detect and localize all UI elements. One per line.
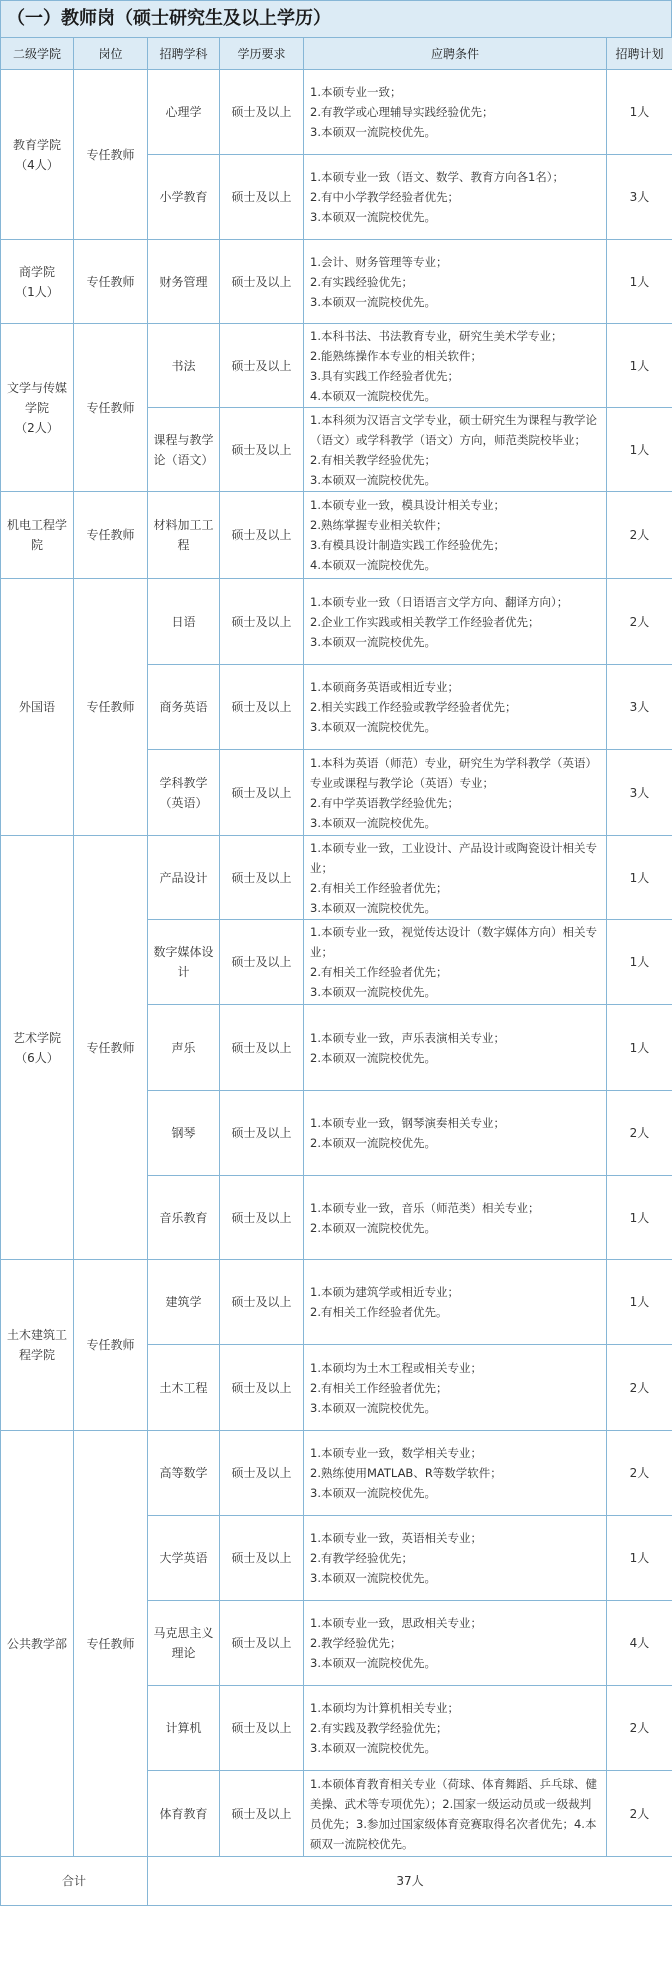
condition-line: 2.教学经验优先；: [310, 1636, 402, 1650]
condition-line: 2.有实践及教学经验优先；: [310, 1721, 448, 1735]
condition-line: 4.本硕双一流院校优先。: [310, 388, 436, 403]
condition-line: 2.熟练使用MATLAB、R等数学软件；: [310, 1466, 502, 1480]
condition-line: 3.本硕双一流院校优先。: [310, 1656, 436, 1670]
table-row: [1, 1431, 672, 1516]
condition-line: 2.有相关工作经验者优先。: [310, 1305, 448, 1319]
plan-cell: 2人: [607, 1686, 672, 1771]
condition-line: 2.有实践经验优先；: [310, 274, 413, 289]
plan-cell: 4人: [607, 1601, 672, 1686]
conditions-cell: [304, 836, 607, 920]
college-name: 机电工程学 院: [1, 492, 74, 579]
subject-cell: 学科教学 （英语）: [148, 750, 220, 836]
condition-line: 2.有中学英语教学经验优先；: [310, 795, 459, 810]
subject-cell: 体育教育: [148, 1771, 220, 1857]
table-row: [1, 836, 672, 920]
subject-cell: 建筑学: [148, 1260, 220, 1345]
subject-cell: 钢琴: [148, 1091, 220, 1176]
subject-cell: 土木工程: [148, 1345, 220, 1431]
condition-line: 1.本硕专业一致（语文、数学、教育方向各1名）；: [310, 170, 565, 184]
condition-line: 2.本硕双一流院校优先。: [310, 1136, 436, 1150]
condition-line: 3.本硕双一流院校优先。: [310, 1741, 436, 1755]
subject-cell: 产品设计: [148, 836, 220, 920]
recruitment-table: [0, 37, 672, 1906]
conditions-cell: [304, 1260, 607, 1345]
subject-cell: 材料加工工 程: [148, 492, 220, 579]
condition-line: 1.本硕专业一致，英语相关专业；: [310, 1531, 482, 1545]
degree-cell: 硕士及以上: [220, 1091, 304, 1176]
conditions-cell: [304, 1516, 607, 1601]
condition-line: 1.本硕均为计算机相关专业；: [310, 1701, 459, 1715]
degree-cell: 硕士及以上: [220, 1176, 304, 1260]
conditions-cell: [304, 240, 607, 324]
condition-line: 2.有相关工作经验者优先；: [310, 880, 448, 895]
plan-cell: 1人: [607, 1005, 672, 1091]
condition-line: 2.本硕双一流院校优先。: [310, 1050, 436, 1065]
header-subject: 招聘学科: [148, 38, 220, 70]
condition-line: 3.本硕双一流院校优先。: [310, 125, 436, 139]
table-row: [1, 70, 672, 155]
plan-cell: 3人: [607, 750, 672, 836]
conditions-cell: [304, 492, 607, 579]
plan-cell: 1人: [607, 836, 672, 920]
condition-line: 2.熟练掌握专业相关软件；: [310, 518, 448, 532]
header-college: 二级学院: [1, 38, 74, 70]
subject-cell: 声乐: [148, 1005, 220, 1091]
condition-line: 3.具有实践工作经验者优先；: [310, 368, 459, 383]
subject-cell: 小学教育: [148, 155, 220, 240]
conditions-cell: [304, 1771, 607, 1857]
condition-line: 3.本硕双一流院校优先。: [310, 1486, 436, 1500]
total-row: [1, 1857, 672, 1906]
degree-cell: 硕士及以上: [220, 1260, 304, 1345]
condition-line: 3.本硕双一流院校优先。: [310, 900, 436, 915]
degree-cell: 硕士及以上: [220, 155, 304, 240]
position-name: 专任教师: [74, 579, 148, 836]
subject-cell: 大学英语: [148, 1516, 220, 1601]
condition-line: 2.有中小学教学经验者优先；: [310, 190, 459, 204]
plan-cell: 2人: [607, 1345, 672, 1431]
degree-cell: 硕士及以上: [220, 1601, 304, 1686]
condition-line: 1.本硕专业一致；: [310, 85, 402, 99]
position-name: 专任教师: [74, 1260, 148, 1431]
plan-cell: 1人: [607, 1176, 672, 1260]
position-name: 专任教师: [74, 1431, 148, 1857]
plan-cell: 2人: [607, 1771, 672, 1857]
degree-cell: 硕士及以上: [220, 665, 304, 750]
total-label: 合计: [1, 1857, 148, 1906]
condition-line: 3.本硕双一流院校优先。: [310, 472, 436, 487]
table-row: [1, 492, 672, 579]
condition-line: 2.相关实践工作经验或教学经验者优先；: [310, 700, 517, 714]
conditions-cell: [304, 665, 607, 750]
condition-line: 1.本硕专业一致，模具设计相关专业；: [310, 498, 505, 512]
degree-cell: 硕士及以上: [220, 1516, 304, 1601]
condition-line: 2.有教学经验优先；: [310, 1551, 413, 1565]
condition-line: 3.本硕双一流院校优先。: [310, 210, 436, 224]
header-plan: 招聘计划: [607, 38, 672, 70]
subject-cell: 高等数学: [148, 1431, 220, 1516]
condition-line: 2.能熟练操作本专业的相关软件；: [310, 348, 482, 363]
degree-cell: 硕士及以上: [220, 579, 304, 665]
subject-cell: 计算机: [148, 1686, 220, 1771]
condition-line: 1.本科为英语（师范）专业，研究生为学科教学（英语）专业或课程与教学论（英语）专业；: [310, 755, 597, 790]
condition-line: 1.本硕专业一致，思政相关专业；: [310, 1616, 482, 1630]
table-title: （一）教师岗（硕士研究生及以上学历）: [0, 0, 672, 37]
condition-line: 3.本硕双一流院校优先。: [310, 1571, 436, 1585]
plan-cell: 1人: [607, 240, 672, 324]
degree-cell: 硕士及以上: [220, 750, 304, 836]
plan-cell: 2人: [607, 579, 672, 665]
condition-line: 1.本硕专业一致，钢琴演奏相关专业；: [310, 1116, 505, 1130]
condition-line: 1.本硕为建筑学或相近专业；: [310, 1285, 459, 1299]
conditions-cell: [304, 324, 607, 408]
subject-cell: 商务英语: [148, 665, 220, 750]
header-row: [1, 38, 672, 70]
condition-line: 1.本科须为汉语言文学专业，硕士研究生为课程与教学论（语文）或学科教学（语文）方向，师范类院校毕业；: [310, 412, 597, 447]
plan-cell: 2人: [607, 492, 672, 579]
college-name: 土木建筑工 程学院: [1, 1260, 74, 1431]
condition-line: 1.本硕专业一致，数学相关专业；: [310, 1446, 482, 1460]
plan-cell: 3人: [607, 665, 672, 750]
college-name: 文学与传媒 学院 （2人）: [1, 324, 74, 492]
degree-cell: 硕士及以上: [220, 1005, 304, 1091]
degree-cell: 硕士及以上: [220, 408, 304, 492]
subject-cell: 心理学: [148, 70, 220, 155]
plan-cell: 1人: [607, 70, 672, 155]
degree-cell: 硕士及以上: [220, 324, 304, 408]
conditions-cell: [304, 920, 607, 1005]
conditions-cell: [304, 1601, 607, 1686]
plan-cell: 1人: [607, 324, 672, 408]
position-name: 专任教师: [74, 70, 148, 240]
condition-line: 3.本硕双一流院校优先。: [310, 1400, 436, 1415]
subject-cell: 数字媒体设 计: [148, 920, 220, 1005]
conditions-cell: [304, 1091, 607, 1176]
total-value: 37人: [148, 1857, 672, 1906]
plan-cell: 1人: [607, 408, 672, 492]
conditions-cell: [304, 1345, 607, 1431]
condition-line: 2.本硕双一流院校优先。: [310, 1220, 436, 1235]
degree-cell: 硕士及以上: [220, 1686, 304, 1771]
degree-cell: 硕士及以上: [220, 1345, 304, 1431]
college-name: 公共教学部: [1, 1431, 74, 1857]
degree-cell: 硕士及以上: [220, 70, 304, 155]
condition-line: 3.本硕双一流院校优先。: [310, 634, 436, 649]
header-degree: 学历要求: [220, 38, 304, 70]
degree-cell: 硕士及以上: [220, 492, 304, 579]
degree-cell: 硕士及以上: [220, 1771, 304, 1857]
subject-cell: 日语: [148, 579, 220, 665]
plan-cell: 1人: [607, 1260, 672, 1345]
condition-line: 4.本硕双一流院校优先。: [310, 558, 436, 572]
header-position: 岗位: [74, 38, 148, 70]
condition-line: 1.会计、财务管理等专业；: [310, 254, 448, 269]
condition-line: 1.本科书法、书法教育专业，研究生美术学专业；: [310, 328, 563, 343]
conditions-cell: [304, 1431, 607, 1516]
condition-line: 1.本硕商务英语或相近专业；: [310, 680, 459, 694]
college-name: 艺术学院 （6人）: [1, 836, 74, 1260]
condition-line: 1.本硕专业一致，音乐（师范类）相关专业；: [310, 1200, 540, 1215]
plan-cell: 2人: [607, 1091, 672, 1176]
subject-cell: 书法: [148, 324, 220, 408]
condition-line: 3.有模具设计制造实践工作经验优先；: [310, 538, 505, 552]
condition-line: 1.本硕专业一致（日语语言文学方向、翻译方向）；: [310, 594, 569, 609]
subject-cell: 课程与教学 论（语文）: [148, 408, 220, 492]
plan-cell: 1人: [607, 920, 672, 1005]
plan-cell: 2人: [607, 1431, 672, 1516]
position-name: 专任教师: [74, 836, 148, 1260]
subject-cell: 马克思主义 理论: [148, 1601, 220, 1686]
condition-line: 2.有相关工作经验者优先；: [310, 1380, 448, 1395]
college-name: 外国语: [1, 579, 74, 836]
conditions-cell: [304, 155, 607, 240]
subject-cell: 音乐教育: [148, 1176, 220, 1260]
condition-line: 1.本硕专业一致，工业设计、产品设计或陶瓷设计相关专业；: [310, 840, 597, 875]
table-row: [1, 1260, 672, 1345]
degree-cell: 硕士及以上: [220, 836, 304, 920]
position-name: 专任教师: [74, 240, 148, 324]
degree-cell: 硕士及以上: [220, 920, 304, 1005]
condition-line: 2.有教学或心理辅导实践经验优先；: [310, 105, 494, 119]
table-row: [1, 240, 672, 324]
position-name: 专任教师: [74, 492, 148, 579]
condition-line: 2.企业工作实践或相关教学工作经验者优先；: [310, 614, 540, 629]
table-row: [1, 579, 672, 665]
condition-line: 3.本硕双一流院校优先。: [310, 815, 436, 830]
degree-cell: 硕士及以上: [220, 240, 304, 324]
condition-line: 1.本硕专业一致，视觉传达设计（数字媒体方向）相关专业；: [310, 925, 597, 959]
condition-line: 1.本硕体育教育相关专业（荷球、体育舞蹈、乒乓球、健美操、武术等专项优先）；2.国家一级运动员或一级裁判员优先；3.参加过国家级体育竞赛取得名次者优先；4.本硕双一流院校优先。: [310, 1776, 597, 1851]
degree-cell: 硕士及以上: [220, 1431, 304, 1516]
conditions-cell: [304, 1686, 607, 1771]
college-name: 教育学院 （4人）: [1, 70, 74, 240]
condition-line: 3.本硕双一流院校优先。: [310, 294, 436, 309]
condition-line: 2.有相关教学经验优先；: [310, 452, 436, 467]
table-row: [1, 324, 672, 408]
college-name: 商学院 （1人）: [1, 240, 74, 324]
condition-line: 1.本硕均为土木工程或相关专业；: [310, 1360, 482, 1375]
plan-cell: 3人: [607, 155, 672, 240]
position-name: 专任教师: [74, 324, 148, 492]
condition-line: 3.本硕双一流院校优先。: [310, 720, 436, 734]
conditions-cell: [304, 408, 607, 492]
table-body: [1, 70, 672, 1857]
conditions-cell: [304, 1176, 607, 1260]
subject-cell: 财务管理: [148, 240, 220, 324]
conditions-cell: [304, 70, 607, 155]
condition-line: 1.本硕专业一致，声乐表演相关专业；: [310, 1030, 505, 1045]
conditions-cell: [304, 1005, 607, 1091]
conditions-cell: [304, 579, 607, 665]
header-conditions: 应聘条件: [304, 38, 607, 70]
conditions-cell: [304, 750, 607, 836]
condition-line: 3.本硕双一流院校优先。: [310, 985, 436, 999]
condition-line: 2.有相关工作经验者优先；: [310, 965, 448, 979]
plan-cell: 1人: [607, 1516, 672, 1601]
